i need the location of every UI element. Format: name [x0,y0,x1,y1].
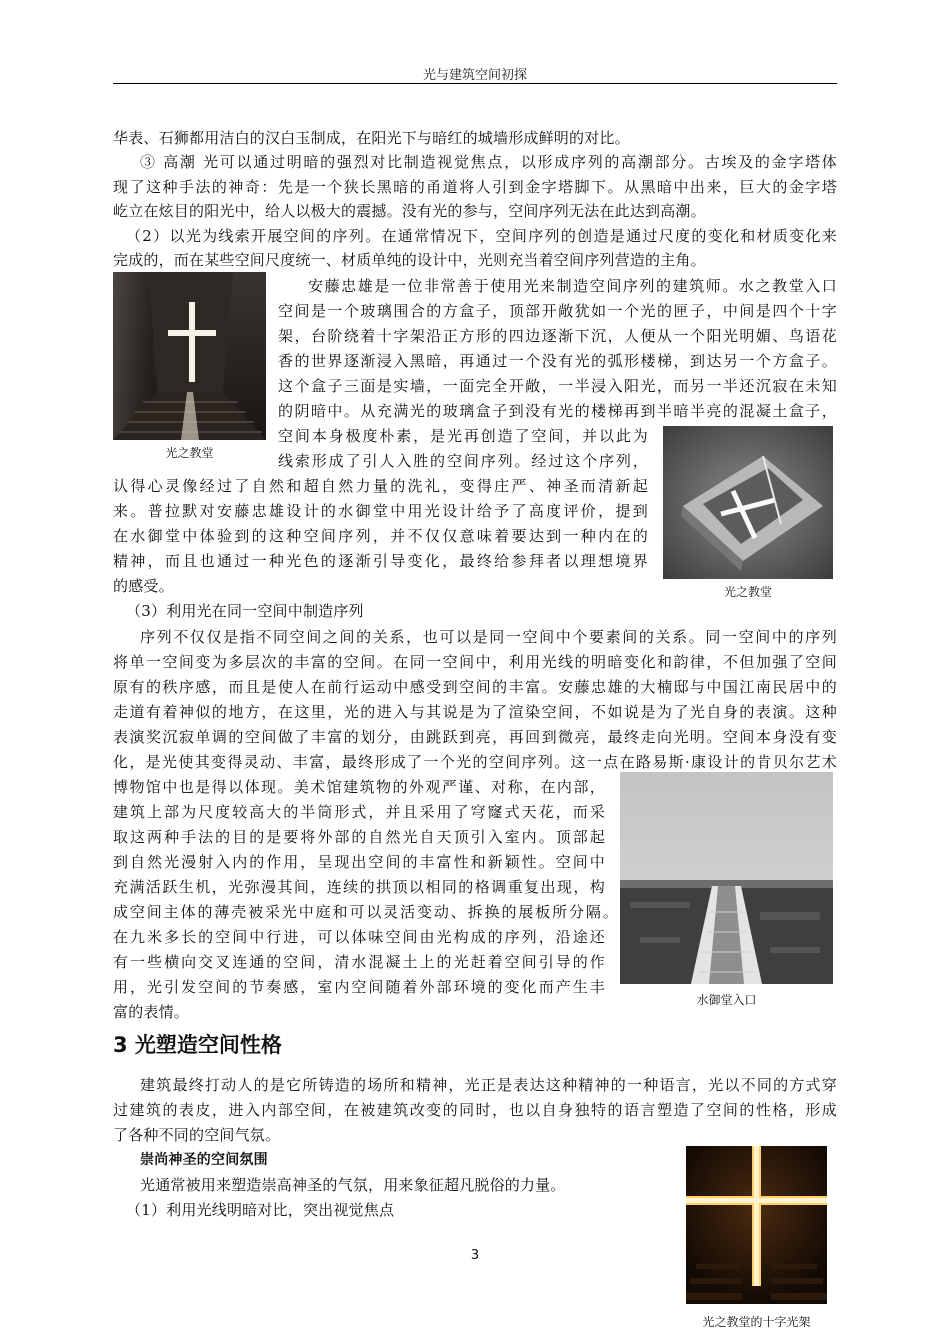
body-line: 精神，而且也通过一种光色的逐渐引导变化，最终给参拜者以理想境界 [113,552,648,570]
cross-light-photo [686,1146,827,1304]
figure-caption: 光之教堂的十字光架 [702,1315,811,1329]
subsection-heading: 崇尚神圣的空间氛围 [140,1152,268,1168]
body-line: 这个盒子三面是实墙，一面完全开敞，一半浸入阳光，而另一半还沉寂在未知 [278,377,837,395]
running-header: 光与建筑空间初探 [422,68,527,83]
body-line: 架，台阶绕着十字架沿正方形的四边逐渐下沉，人便从一个阳光明媚、鸟语花 [278,327,837,345]
body-line: （3）利用光在同一空间中制造序列 [126,602,364,620]
body-line: 用，光引发空间的节奏感，室内空间随着外部环境的变化而产生丰 [113,978,605,996]
body-line: 走道有着神似的地方，在这里，光的进入与其说是为了渲染空间，不如说是为了光自身的表演。这种 [113,703,837,721]
header-rule [113,83,837,84]
body-line: 化，是光使其变得灵动、丰富，最终形成了一个光的空间序列。这一点在路易斯·康设计的肯贝尔艺术 [113,753,837,771]
water-temple-entrance-photo [620,772,833,984]
body-line: 现了这种手法的神奇：先是一个狭长黑暗的甬道将人引到金字塔脚下。从黑暗中出来，巨大的金字塔 [113,178,837,196]
body-line: 取这两种手法的目的是要将外部的自然光自天顶引入室内。顶部起 [113,828,605,846]
body-line: 完成的，而在某些空间尺度统一、材质单纯的设计中，光则充当着空间序列营造的主角。 [113,251,706,269]
body-line: 在水御堂中体验到的这种空间序列，并不仅仅意味着要达到一种内在的 [113,527,648,545]
body-line: 在九米多长的空间中行进，可以体味空间由光构成的序列，沿途还 [113,928,605,946]
body-line: 富的表情。 [113,1003,190,1021]
body-line: 博物馆中也是得以体现。美术馆建筑物的外观严谨、对称，在内部， [113,778,605,796]
body-line: 了各种不同的空间气氛。 [113,1126,281,1144]
body-line: 屹立在炫目的阳光中，给人以极大的震撼。没有光的参与，空间序列无法在此达到高潮。 [113,202,706,220]
body-line: ③ 高潮 光可以通过明暗的强烈对比制造视觉焦点，以形成序列的高潮部分。古埃及的金字塔体 [140,153,837,171]
body-line: 认得心灵像经过了自然和超自然力量的洗礼，变得庄严、神圣而清新起 [113,477,648,495]
body-line: 充满活跃生机，光弥漫其间，连续的拱顶以相同的格调重复出现，构 [113,878,605,896]
body-line: 线索形成了引人入胜的空间序列。经过这个序列， [278,452,648,470]
body-line: 原有的秩序感，而且是使人在前行运动中感受到空间的丰富。安藤忠雄的大楠邸与中国江南民居中的 [113,678,837,696]
body-line: （1）利用光线明暗对比，突出视觉焦点 [126,1201,395,1219]
figure-caption: 光之教堂 [165,446,214,460]
body-line: 过建筑的表皮，进入内部空间，在被建筑改变的同时，也以自身独特的语言塑造了空间的性格，形成 [113,1101,837,1119]
body-line: （2）以光为线索开展空间的序列。在通常情况下，空间序列的创造是通过尺度的变化和材质变化来 [126,227,837,245]
page-number: 3 [470,1248,480,1263]
body-line: 成空间主体的薄壳被采光中庭和可以灵活变动、拆换的展板所分隔。 [113,903,618,921]
body-line: 香的世界逐渐浸入黑暗，再通过一个没有光的弧形楼梯，到达另一个方盒子。 [278,352,837,370]
figure-caption: 光之教堂 [723,585,772,599]
body-line: 序列不仅仅是指不同空间之间的关系，也可以是同一空间中个要素间的关系。同一空间中的序列 [140,628,837,646]
body-line: 来。普拉默对安藤忠雄设计的水御堂中用光设计给予了高度评价，提到 [113,502,648,520]
body-line: 到自然光漫射入内的作用，呈现出空间的丰富性和新颖性。空间中 [113,853,605,871]
body-line: 将单一空间变为多层次的丰富的空间。在同一空间中，利用光线的明暗变化和韵律，不但加强了空间 [113,653,837,671]
body-line: 光通常被用来塑造崇高神圣的气氛，用来象征超凡脱俗的力量。 [140,1176,566,1194]
body-line: 安藤忠雄是一位非常善于使用光来制造空间序列的建筑师。水之教堂入口 [308,277,837,295]
body-line: 表演奖沉寂单调的空间做了丰富的划分，由跳跃到亮，再回到微亮，最终走向光明。空间本身没有变 [113,728,837,746]
body-line: 建筑上部为尺度较高大的半筒形式，并且采用了穹窿式天花，而采 [113,803,605,821]
body-line: 空间是一个玻璃围合的方盒子，顶部开敞犹如一个光的匣子，中间是四个十字 [278,302,837,320]
body-line: 华表、石狮都用洁白的汉白玉制成，在阳光下与暗红的城墙形成鲜明的对比。 [113,129,630,147]
body-line: 空间本身极度朴素，是光再创造了空间，并以此为 [278,427,648,445]
church-of-light-model-photo [663,426,833,579]
body-line: 有一些横向交叉连通的空间，清水混凝土上的光赶着空间引导的作 [113,953,605,971]
body-line: 建筑最终打动人的是它所铸造的场所和精神，光正是表达这种精神的一种语言，光以不同的方式穿 [140,1076,837,1094]
figure-caption: 水御堂入口 [696,993,757,1007]
section-heading: 3 光塑造空间性格 [113,1033,282,1057]
church-of-light-interior-photo [113,272,266,440]
body-line: 的感受。 [113,577,174,595]
body-line: 的阴暗中。从充满光的玻璃盒子到没有光的楼梯再到半暗半亮的混凝土盒子， [278,402,837,420]
